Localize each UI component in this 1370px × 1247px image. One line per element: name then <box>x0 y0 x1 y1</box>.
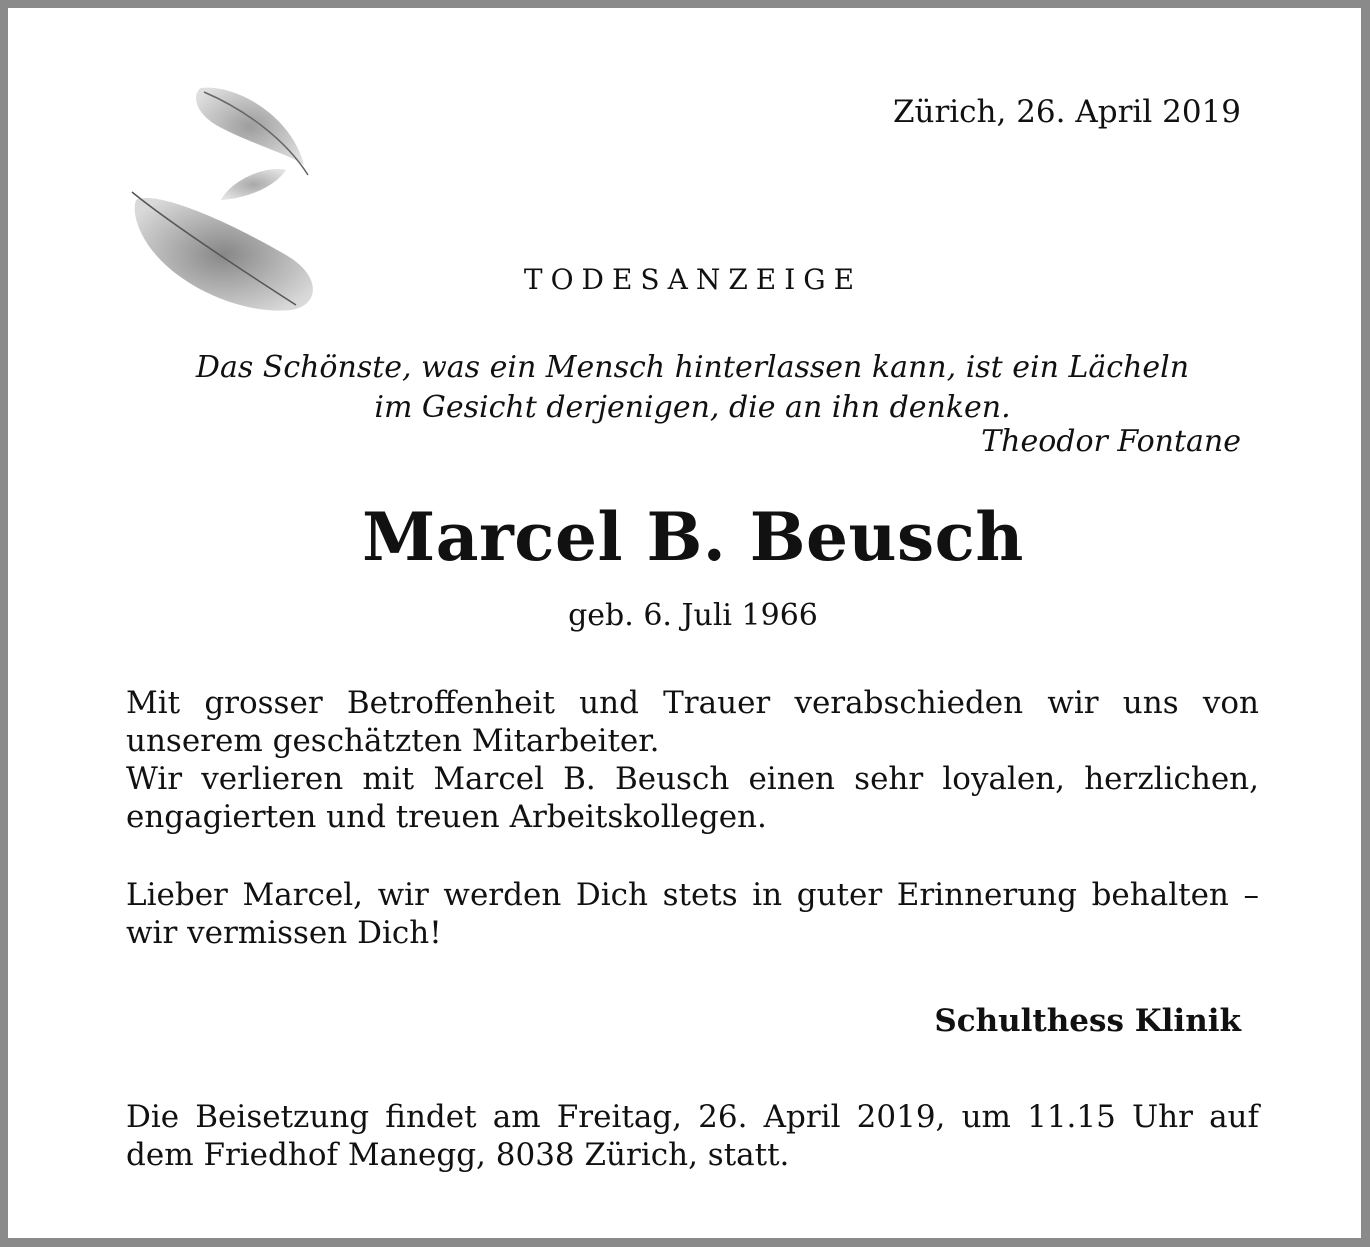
notice-heading: TODESANZEIGE <box>523 263 863 296</box>
body-paragraph-1 <box>126 684 1259 836</box>
quote-author: Theodor Fontane <box>981 424 1241 459</box>
funeral-info: Die Beisetzung findet am Freitag, 26. April 2019, um 11.15 Uhr auf dem Friedhof Manegg, 8038 Zürich, statt. <box>126 1099 1259 1173</box>
body-text-1: Mit grosser Betroffenheit und Trauer verabschieden wir uns von unserem geschätzten Mitarbeiter. <box>126 685 1259 759</box>
quote <box>126 348 1259 428</box>
body-text-1b: Wir verlieren mit Marcel B. Beusch einen sehr loyalen, herzlichen, engagierten und treuen Arbeitskollegen. <box>126 761 1259 835</box>
quote-line-1: Das Schönste, was ein Mensch hinterlassen kann, ist ein Lächeln <box>195 350 1190 385</box>
date-line: Zürich, 26. April 2019 <box>892 94 1241 130</box>
birth-date: geb. 6. Juli 1966 <box>568 598 818 633</box>
deceased-name: Marcel B. Beusch <box>362 498 1024 576</box>
sender-name: Schulthess Klinik <box>934 1003 1241 1039</box>
body-paragraph-2: Lieber Marcel, wir werden Dich stets in guter Erinnerung behalten – wir vermissen Dich! <box>126 877 1259 951</box>
quote-line-2: im Gesicht derjenigen, die an ihn denken. <box>374 390 1011 425</box>
